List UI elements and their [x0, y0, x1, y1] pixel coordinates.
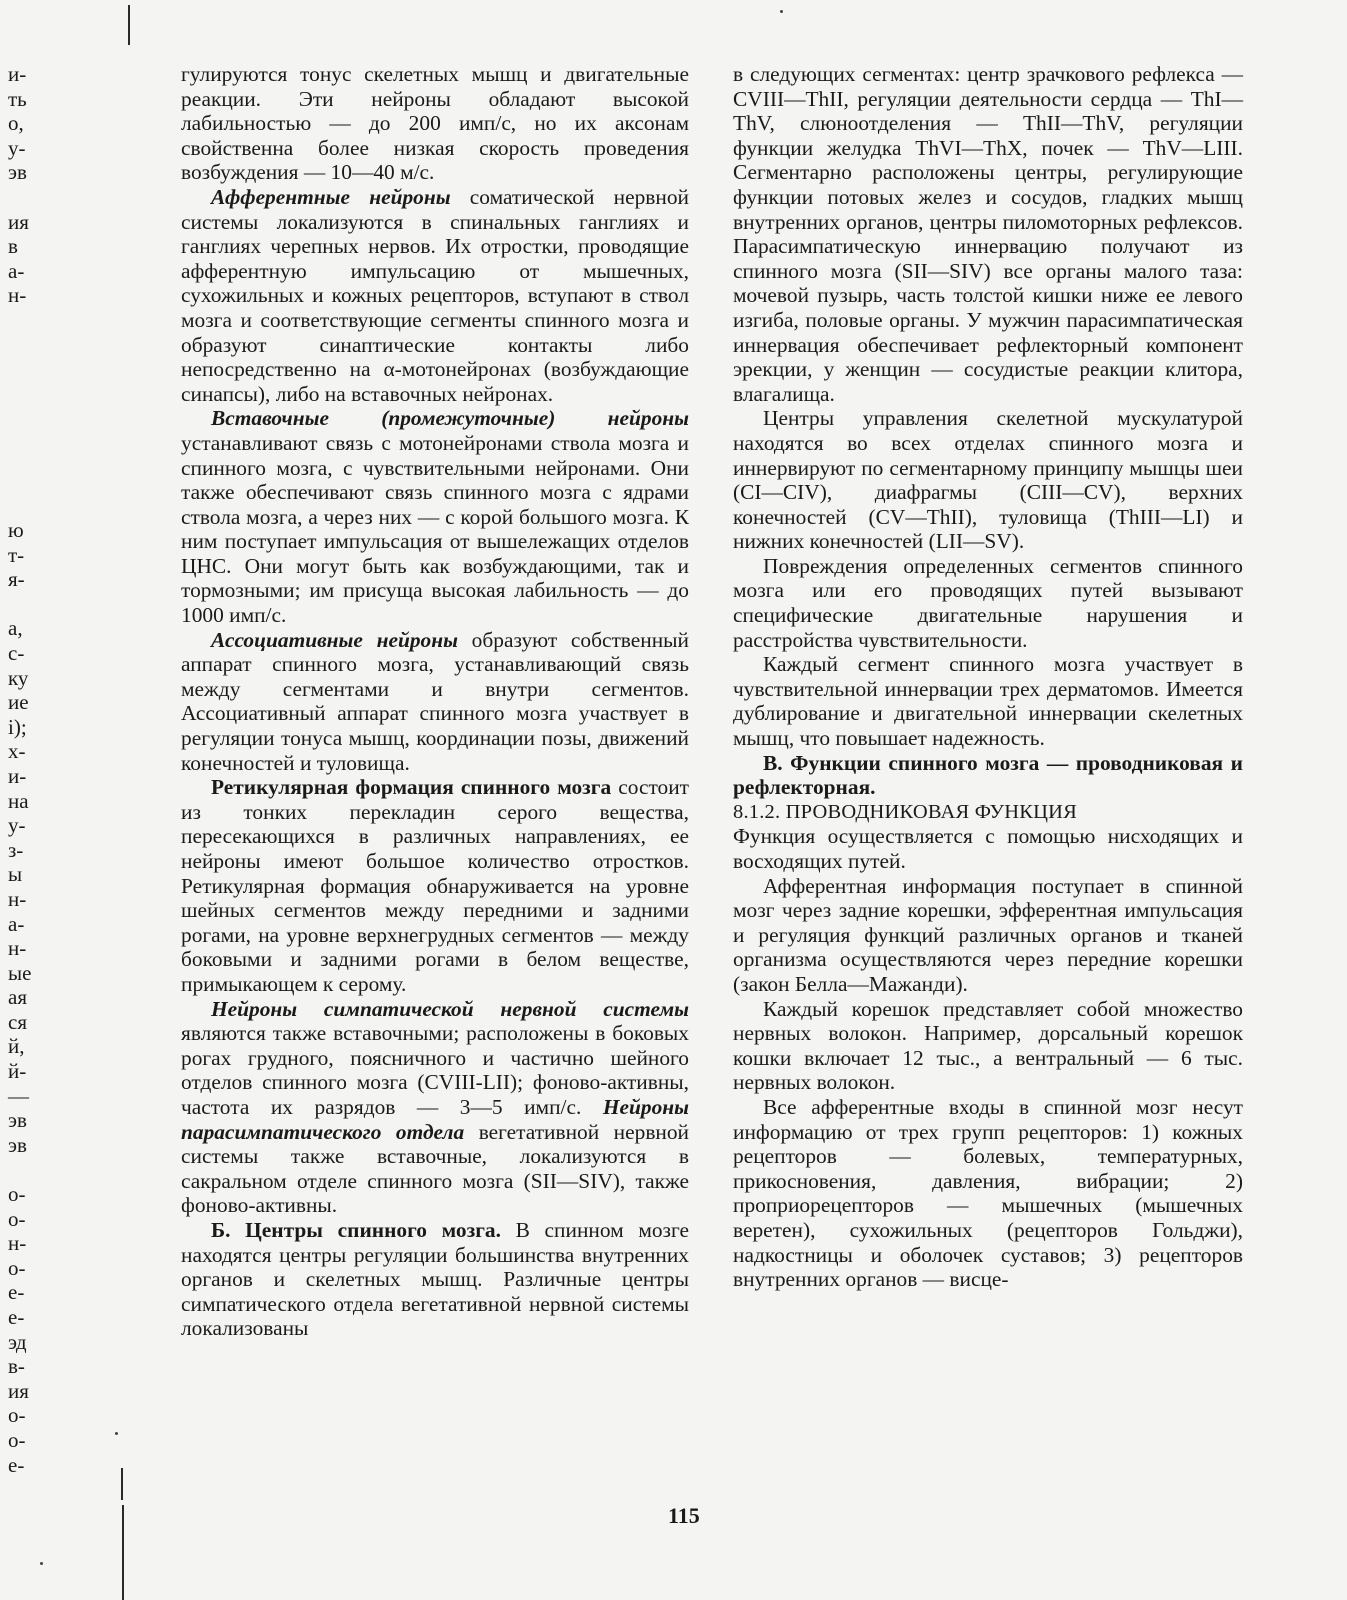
margin-fragment: н-: [8, 886, 27, 911]
margin-fragment: ю: [8, 518, 24, 542]
paragraph-text: Функция осуществляется с помощью нисходящих и восходящих путей.: [733, 824, 1243, 873]
margin-fragment: ку: [8, 665, 29, 690]
paragraph: [181, 185, 689, 406]
margin-fragment: а,: [8, 616, 23, 641]
margin-fragment: ия: [8, 1378, 29, 1403]
margin-fragment: о-: [8, 1182, 26, 1207]
paragraph: [733, 997, 1243, 1095]
margin-fragment: о-: [8, 1403, 26, 1428]
paragraph-text: Все афферентные входы в спинной мозг несут информацию от трех групп рецепторов: 1) кожных рецепторов — болевых, температурных, прикосновения, давления, вибрации; 2) проприорецепторов — мышечных (мышечных веретен), сухожильных (рецепторов Гольджи), надкостницы и оболочек суставов; 3) рецепторов внутренних органов — висце-: [733, 1094, 1243, 1292]
margin-fragment: а-: [8, 911, 25, 936]
term-bold-italic: Ассоциативные нейроны: [211, 627, 458, 652]
margin-fragment: н-: [8, 283, 27, 308]
paragraph: [733, 874, 1243, 997]
margin-fragment: я-: [8, 567, 25, 592]
scan-speck: [40, 1562, 43, 1565]
term-bold: В. Функции спинного мозга — проводниковая и рефлекторная.: [733, 750, 1243, 800]
paragraph-text: Афферентная информация поступает в спинной мозг через задние корешки, эфферентная импульсация и регуляция функций различных органов и тканей организма осуществляются через передние корешки (закон Белла—Мажанди).: [733, 873, 1243, 996]
margin-fragment: н-: [8, 936, 27, 961]
paragraph: [733, 406, 1243, 554]
margin-fragment: [8, 592, 58, 617]
paragraph: [733, 554, 1243, 652]
paragraph: [733, 652, 1243, 750]
paragraph-text: гулируются тонус скелетных мышц и двигательные реакции. Эти нейроны обладают высокой лабильностью — до 200 имп/с, но их аксонам свойственна более низкая скорость проведения возбуждения — 10—40 м/с.: [181, 62, 689, 185]
scan-edge-line: [122, 1505, 124, 1600]
margin-fragment: а-: [8, 258, 25, 283]
margin-fragment: [8, 185, 58, 210]
margin-fragment: ие: [8, 690, 29, 715]
scan-edge-line: [121, 1468, 123, 1500]
paragraph-text: соматической нервной системы локализуются в спинальных ганглиях и ганглиях черепных нервов. Их отростки, проводящие афферентную импульсацию от мышечных, сухожильных и кожных рецепторов, вступают в ствол мозга и соответствующие сегменты спинного мозга и образуют синаптические контакты либо непосредственно на α-мотонейронах (возбуждающие синапсы), либо на вставочных нейронах.: [181, 184, 689, 406]
paragraph-text: являются также вставочными; расположены в боковых рогах грудного, поясничного и частично шейного отделов спинного мозга (CVIII-LII); фоново-активны, частота их разрядов — 3—5 имп/с.: [181, 1021, 689, 1119]
paragraph: [181, 406, 689, 627]
margin-fragment: ть: [8, 86, 27, 111]
margin-fragment: й,: [8, 1034, 25, 1059]
margin-fragment: в-: [8, 1354, 25, 1379]
paragraph: [733, 62, 1243, 406]
paragraph-text: вегетативной нервной системы также вставочные, локализуются в сакральном отделе спинного мозга (SII—SIV), также фоново-активны.: [181, 1119, 690, 1218]
margin-fragment: эв: [8, 1108, 27, 1133]
margin-fragment: й-: [8, 1059, 27, 1084]
term-bold-italic: Вставочные (промежуточные) нейроны: [211, 406, 689, 431]
margin-fragment: эд: [8, 1329, 27, 1354]
section-heading: 8.1.2. ПРОВОДНИКОВАЯ ФУНКЦИЯ: [733, 800, 1078, 823]
paragraph-text: в следующих сегментах: центр зрачкового рефлекса — CVIII—ThII, регуляции деятельности сердца — ThI—ThV, слюноотделения — ThII—ThV, регуляции функции желудка ThVI—ThX, почек — ThV—LIII. Сегментарно расположены центры, регулирующие функции потовых желез и сосудов, гладких мышц внутренних органов, центры пиломоторных рефлексов. Парасимпатическую иннервацию получают из спинного мозга (SII—SIV) все органы малого таза: мочевой пузырь, часть толстой кишки ниже ее левого изгиба, половые органы. У мужчин парасимпатическая иннервация обеспечивает рефлекторный компонент эрекции, у женщин — сосудистые реакции клитора, влагалища.: [733, 62, 1243, 406]
left-margin-fragments-middle: [8, 518, 58, 1477]
page-number: 115: [668, 1503, 700, 1528]
paragraph: [181, 1218, 689, 1341]
paragraph-text: Каждый корешок представляет собой множество нервных волокон. Например, дорсальный корешок кошки включает 12 тыс., а вентральный — 6 тыс. нервных волокон.: [733, 996, 1243, 1095]
paragraph: [181, 997, 689, 1218]
paragraph: [733, 751, 1243, 800]
term-bold: Ретикулярная формация спинного мозга: [211, 775, 612, 800]
paragraph: [181, 628, 689, 776]
scan-edge-line: [128, 5, 130, 45]
margin-fragment: о,: [8, 111, 24, 136]
paragraph: [733, 1095, 1243, 1292]
scan-speck: [780, 10, 783, 13]
paragraph-text: состоит из тонких перекладин серого вещества, пересекающихся в различных направлениях, ее нейроны имеют большое количество отростков. Ретикулярная формация обнаруживается на уровне шейных сегментов между передними и задними рогами, на уровне верхнегрудных сегментов — между боковыми и задними рогами в белом веществе, примыкающем к серому.: [181, 775, 689, 996]
margin-fragment: т-: [8, 542, 25, 567]
paragraph: [181, 775, 689, 996]
margin-fragment: в: [8, 234, 18, 259]
paragraph-text: образуют собственный аппарат спинного мозга, устанавливающий связь между сегментами и внутри сегментов. Ассоциативный аппарат спинного мозга участвует в регуляции тонуса мышц, координации позы, движений конечностей и туловища.: [181, 627, 689, 775]
margin-fragment: ся: [8, 1009, 27, 1034]
text-column-right: [733, 62, 1243, 1292]
margin-fragment: —: [8, 1083, 29, 1108]
paragraph-text: устанавливают связь с мотонейронами ствола мозга и спинного мозга, с чувствительными нейронами. Они также обеспечивают связь спинного мозга с ядрами ствола мозга, а через них — с корой большого мозга. К ним поступает импульсация от вышележащих отделов ЦНС. Они могут быть как возбуждающими, так и тормозными; им присуща высокая лабильность — до 1000 имп/с.: [181, 430, 689, 628]
margin-fragment: [8, 1157, 58, 1182]
term-bold-italic: Афферентные нейроны: [211, 184, 451, 209]
scan-speck: [115, 1432, 118, 1435]
margin-fragment: на: [8, 788, 29, 813]
margin-fragment: і);: [8, 714, 27, 739]
margin-fragment: у-: [8, 135, 26, 160]
left-margin-fragments-top: [8, 62, 58, 308]
margin-fragment: ия: [8, 209, 29, 234]
term-bold: Б. Центры спинного мозга.: [211, 1217, 501, 1242]
margin-fragment: е-: [8, 1280, 25, 1305]
margin-fragment: с-: [8, 640, 25, 665]
text-column-left: [181, 62, 689, 1341]
term-bold-italic: Нейроны парасимпатического отдела: [181, 1094, 689, 1144]
paragraph: [181, 62, 689, 185]
margin-fragment: х-: [8, 739, 26, 764]
margin-fragment: и-: [8, 62, 27, 86]
margin-fragment: и-: [8, 763, 27, 788]
paragraph-text: Повреждения определенных сегментов спинного мозга или его проводящих путей вызывают специфические двигательные нарушения и расстройства чувствительности.: [733, 553, 1243, 652]
margin-fragment: ы: [8, 862, 23, 887]
margin-fragment: у-: [8, 813, 26, 838]
paragraph-text: Центры управления скелетной мускулатурой находятся во всех отделах спинного мозга и иннервируют по сегментарному принципу мышцы шеи (CI—CIV), диафрагмы (CIII—CV), верхних конечностей (CV—ThII), туловища (ThIII—LI) и нижних конечностей (LII—SV).: [733, 406, 1243, 554]
margin-fragment: н-: [8, 1231, 27, 1256]
margin-fragment: о-: [8, 1206, 26, 1231]
margin-fragment: ая: [8, 985, 27, 1010]
margin-fragment: эв: [8, 1132, 27, 1157]
margin-fragment: о-: [8, 1255, 26, 1280]
paragraph-text: В спинном мозге находятся центры регуляции большинства внутренних органов и скелетных мышц. Различные центры симпатического отдела вегетативной нервной системы локализованы: [181, 1217, 689, 1341]
margin-fragment: эв: [8, 160, 27, 185]
margin-fragment: ые: [8, 960, 32, 985]
margin-fragment: о-: [8, 1427, 26, 1452]
margin-fragment: з-: [8, 837, 24, 862]
margin-fragment: е-: [8, 1452, 25, 1477]
paragraph-text: Каждый сегмент спинного мозга участвует в чувствительной иннервации трех дерматомов. Имеется дублирование и двигательной иннервации скелетных мышц, что повышает надежность.: [733, 652, 1243, 751]
term-bold-italic: Нейроны симпатической нервной системы: [211, 996, 689, 1021]
margin-fragment: е-: [8, 1305, 25, 1329]
paragraph: [733, 824, 1243, 873]
